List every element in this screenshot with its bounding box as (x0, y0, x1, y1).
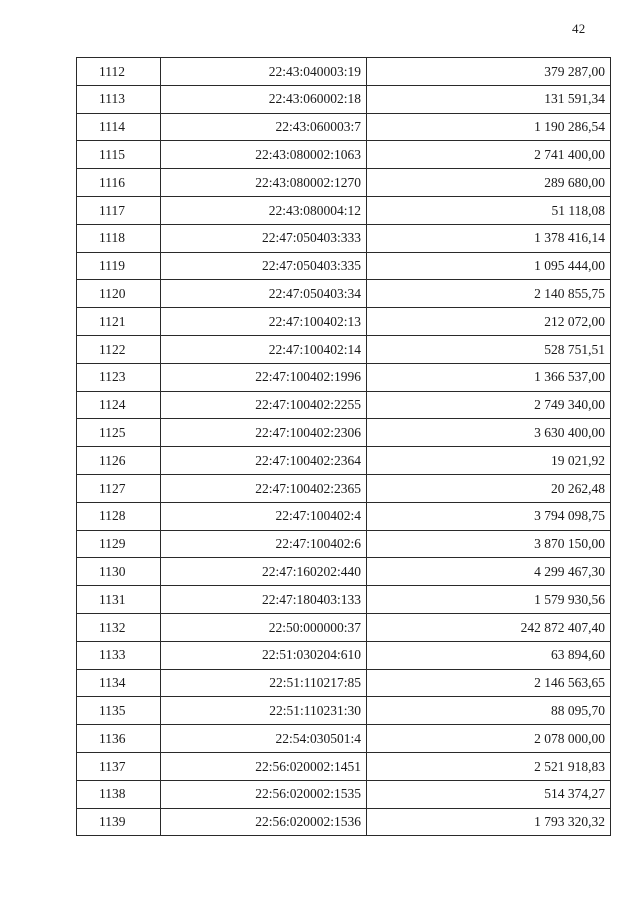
row-number: 1139 (77, 808, 161, 836)
cadastral-number: 22:47:100402:13 (161, 308, 367, 336)
cadastral-value: 2 146 563,65 (367, 669, 611, 697)
row-number: 1136 (77, 725, 161, 753)
cadastral-value: 63 894,60 (367, 641, 611, 669)
cadastral-number: 22:51:110217:85 (161, 669, 367, 697)
row-number: 1119 (77, 252, 161, 280)
cadastral-number: 22:47:100402:2365 (161, 474, 367, 502)
cadastral-number: 22:47:180403:133 (161, 586, 367, 614)
table-row (77, 419, 611, 447)
cadastral-value: 1 579 930,56 (367, 586, 611, 614)
cadastral-value-table (76, 57, 611, 836)
cadastral-number: 22:47:100402:2255 (161, 391, 367, 419)
cadastral-value: 1 378 416,14 (367, 224, 611, 252)
row-number: 1114 (77, 113, 161, 141)
table-row (77, 558, 611, 586)
cadastral-number: 22:47:160202:440 (161, 558, 367, 586)
cadastral-number: 22:51:110231:30 (161, 697, 367, 725)
row-number: 1112 (77, 58, 161, 86)
row-number: 1131 (77, 586, 161, 614)
table-row (77, 391, 611, 419)
cadastral-number: 22:47:100402:6 (161, 530, 367, 558)
cadastral-value: 3 630 400,00 (367, 419, 611, 447)
cadastral-number: 22:43:080002:1270 (161, 169, 367, 197)
cadastral-number: 22:47:050403:34 (161, 280, 367, 308)
row-number: 1130 (77, 558, 161, 586)
cadastral-number: 22:43:080004:12 (161, 196, 367, 224)
row-number: 1120 (77, 280, 161, 308)
cadastral-number: 22:47:100402:4 (161, 502, 367, 530)
cadastral-number: 22:47:050403:335 (161, 252, 367, 280)
row-number: 1113 (77, 85, 161, 113)
row-number: 1123 (77, 363, 161, 391)
table-row (77, 196, 611, 224)
table-row (77, 697, 611, 725)
cadastral-value: 1 095 444,00 (367, 252, 611, 280)
table-row (77, 169, 611, 197)
row-number: 1117 (77, 196, 161, 224)
table-row (77, 641, 611, 669)
table-row (77, 335, 611, 363)
row-number: 1124 (77, 391, 161, 419)
cadastral-value: 1 190 286,54 (367, 113, 611, 141)
cadastral-value: 51 118,08 (367, 196, 611, 224)
cadastral-value: 289 680,00 (367, 169, 611, 197)
table-row (77, 586, 611, 614)
table-row (77, 141, 611, 169)
cadastral-number: 22:56:020002:1536 (161, 808, 367, 836)
row-number: 1137 (77, 752, 161, 780)
cadastral-value: 131 591,34 (367, 85, 611, 113)
cadastral-number: 22:51:030204:610 (161, 641, 367, 669)
row-number: 1135 (77, 697, 161, 725)
table-row (77, 752, 611, 780)
table-row (77, 474, 611, 502)
cadastral-value: 20 262,48 (367, 474, 611, 502)
row-number: 1129 (77, 530, 161, 558)
cadastral-number: 22:43:060003:7 (161, 113, 367, 141)
cadastral-number: 22:56:020002:1535 (161, 780, 367, 808)
cadastral-value: 3 870 150,00 (367, 530, 611, 558)
table-row (77, 363, 611, 391)
table-row (77, 58, 611, 86)
row-number: 1116 (77, 169, 161, 197)
row-number: 1132 (77, 613, 161, 641)
table-row (77, 613, 611, 641)
cadastral-number: 22:47:100402:2364 (161, 447, 367, 475)
table-row (77, 502, 611, 530)
row-number: 1134 (77, 669, 161, 697)
table-row (77, 224, 611, 252)
table-row (77, 669, 611, 697)
table-row (77, 725, 611, 753)
cadastral-number: 22:47:100402:14 (161, 335, 367, 363)
cadastral-value: 88 095,70 (367, 697, 611, 725)
table-row (77, 530, 611, 558)
cadastral-number: 22:54:030501:4 (161, 725, 367, 753)
cadastral-value: 19 021,92 (367, 447, 611, 475)
cadastral-number: 22:47:050403:333 (161, 224, 367, 252)
row-number: 1133 (77, 641, 161, 669)
row-number: 1128 (77, 502, 161, 530)
cadastral-value: 2 078 000,00 (367, 725, 611, 753)
cadastral-value: 3 794 098,75 (367, 502, 611, 530)
cadastral-number: 22:43:060002:18 (161, 85, 367, 113)
row-number: 1118 (77, 224, 161, 252)
cadastral-value: 1 793 320,32 (367, 808, 611, 836)
cadastral-number: 22:56:020002:1451 (161, 752, 367, 780)
cadastral-number: 22:50:000000:37 (161, 613, 367, 641)
row-number: 1127 (77, 474, 161, 502)
table-body (77, 58, 611, 836)
table-row (77, 447, 611, 475)
table-row (77, 308, 611, 336)
cadastral-value: 514 374,27 (367, 780, 611, 808)
table-row (77, 280, 611, 308)
cadastral-number: 22:47:100402:2306 (161, 419, 367, 447)
cadastral-value: 2 741 400,00 (367, 141, 611, 169)
table-row (77, 85, 611, 113)
table-row (77, 113, 611, 141)
cadastral-value: 2 749 340,00 (367, 391, 611, 419)
cadastral-value: 2 521 918,83 (367, 752, 611, 780)
row-number: 1115 (77, 141, 161, 169)
row-number: 1138 (77, 780, 161, 808)
row-number: 1125 (77, 419, 161, 447)
cadastral-value: 528 751,51 (367, 335, 611, 363)
cadastral-number: 22:43:080002:1063 (161, 141, 367, 169)
row-number: 1121 (77, 308, 161, 336)
row-number: 1122 (77, 335, 161, 363)
cadastral-number: 22:43:040003:19 (161, 58, 367, 86)
table-row (77, 808, 611, 836)
cadastral-value: 4 299 467,30 (367, 558, 611, 586)
page-number: 42 (572, 21, 586, 36)
cadastral-number: 22:47:100402:1996 (161, 363, 367, 391)
table-row (77, 252, 611, 280)
cadastral-value: 242 872 407,40 (367, 613, 611, 641)
table-row (77, 780, 611, 808)
cadastral-value: 1 366 537,00 (367, 363, 611, 391)
row-number: 1126 (77, 447, 161, 475)
cadastral-value: 2 140 855,75 (367, 280, 611, 308)
cadastral-value: 212 072,00 (367, 308, 611, 336)
cadastral-value: 379 287,00 (367, 58, 611, 86)
